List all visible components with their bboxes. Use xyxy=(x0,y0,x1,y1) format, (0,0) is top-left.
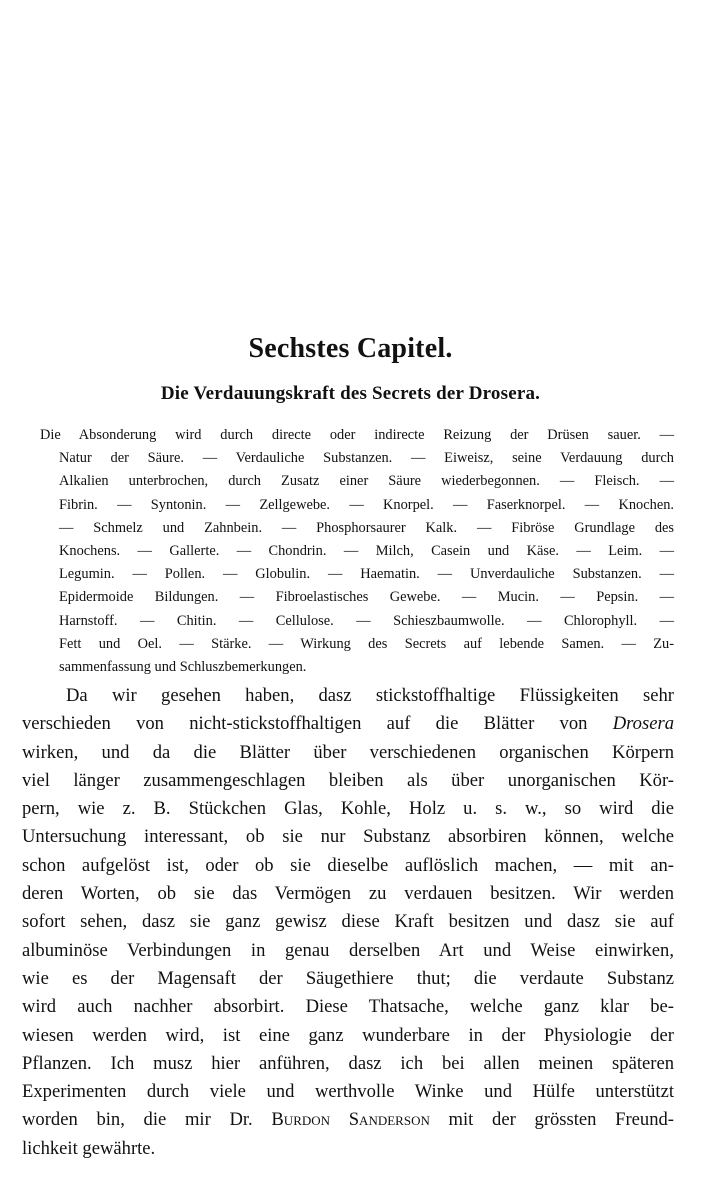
summary-line: Natur der Säure. — Verdauliche Substanzen. — Eiweisz, seine Verdauung durch xyxy=(59,450,674,467)
summary-line: Knochens. — Gallerte. — Chondrin. — Milch, Casein und Käse. — Leim. — xyxy=(59,543,674,560)
body-line: lichkeit gewährte. xyxy=(22,1137,156,1159)
body-line xyxy=(22,710,674,738)
chapter-summary xyxy=(40,424,674,679)
chapter-subtitle: Die Verdauungskraft des Secrets der Drosera. xyxy=(160,383,541,404)
body-text-segment: verschieden von nicht-stickstoffhaltigen auf die Blätter von xyxy=(22,713,613,735)
person-name: Burdon Sanderson xyxy=(271,1109,430,1131)
body-line: wiesen werden wird, ist eine ganz wunderbare in der Physiologie der xyxy=(22,1024,674,1046)
body-text-segment: worden bin, die mir Dr. xyxy=(22,1109,272,1131)
body-line: wie es der Magensaft der Säugethiere thut; die verdaute Substanz xyxy=(22,967,674,989)
body-line: pern, wie z. B. Stückchen Glas, Kohle, Holz u. s. w., so wird die xyxy=(22,798,674,820)
body-line: sofort sehen, dasz sie ganz gewisz diese Kraft besitzen und dasz sie auf xyxy=(22,911,674,933)
summary-line: sammenfassung und Schluszbemerkungen. xyxy=(59,659,307,676)
body-line: wirken, und da die Blätter über verschiedenen organischen Körpern xyxy=(22,741,674,763)
body-line: Untersuchung interessant, ob sie nur Substanz absorbiren können, welche xyxy=(22,826,674,848)
body-line: albuminöse Verbindungen in genau derselben Art und Weise einwirken, xyxy=(22,939,674,961)
chapter-title: Sechstes Capitel. xyxy=(248,333,453,364)
body-line: Da wir gesehen haben, dasz stickstoffhaltige Flüssigkeiten sehr xyxy=(66,685,674,706)
summary-line: — Schmelz und Zahnbein. — Phosphorsaurer Kalk. — Fibröse Grundlage des xyxy=(59,519,674,536)
body-line xyxy=(22,1106,674,1134)
body-line: wird auch nachher absorbirt. Diese Thatsache, welche ganz klar be- xyxy=(22,996,674,1018)
italic-genus-name: Drosera xyxy=(612,713,674,735)
body-line: Experimenten durch viele und werthvolle Winke und Hülfe unterstützt xyxy=(22,1081,674,1103)
summary-line: Legumin. — Pollen. — Globulin. — Haematin. — Unverdauliche Substanzen. — xyxy=(59,566,674,583)
body-text-segment: mit der grössten Freund- xyxy=(429,1109,674,1131)
summary-line: Fett und Oel. — Stärke. — Wirkung des Secrets auf lebende Samen. — Zu- xyxy=(59,635,674,652)
body-line: Pflanzen. Ich musz hier anführen, dasz ich bei allen meinen späteren xyxy=(22,1052,674,1074)
summary-line: Alkalien unterbrochen, durch Zusatz einer Säure wiederbegonnen. — Fleisch. — xyxy=(59,473,674,490)
summary-line: Die Absonderung wird durch directe oder indirecte Reizung der Drüsen sauer. — xyxy=(40,427,674,443)
body-line: schon aufgelöst ist, oder ob sie dieselbe auflöslich machen, — mit an- xyxy=(22,854,674,876)
body-paragraph xyxy=(22,682,674,1163)
summary-line: Harnstoff. — Chitin. — Cellulose. — Schieszbaumwolle. — Chlorophyll. — xyxy=(59,612,674,629)
body-line: viel länger zusammengeschlagen bleiben als über unorganischen Kör- xyxy=(22,769,674,791)
body-line: deren Worten, ob sie das Vermögen zu verdauen besitzen. Wir werden xyxy=(22,883,674,905)
summary-line: Epidermoide Bildungen. — Fibroelastisches Gewebe. — Mucin. — Pepsin. — xyxy=(59,589,674,606)
summary-line: Fibrin. — Syntonin. — Zellgewebe. — Knorpel. — Faserknorpel. — Knochen. xyxy=(59,496,674,513)
